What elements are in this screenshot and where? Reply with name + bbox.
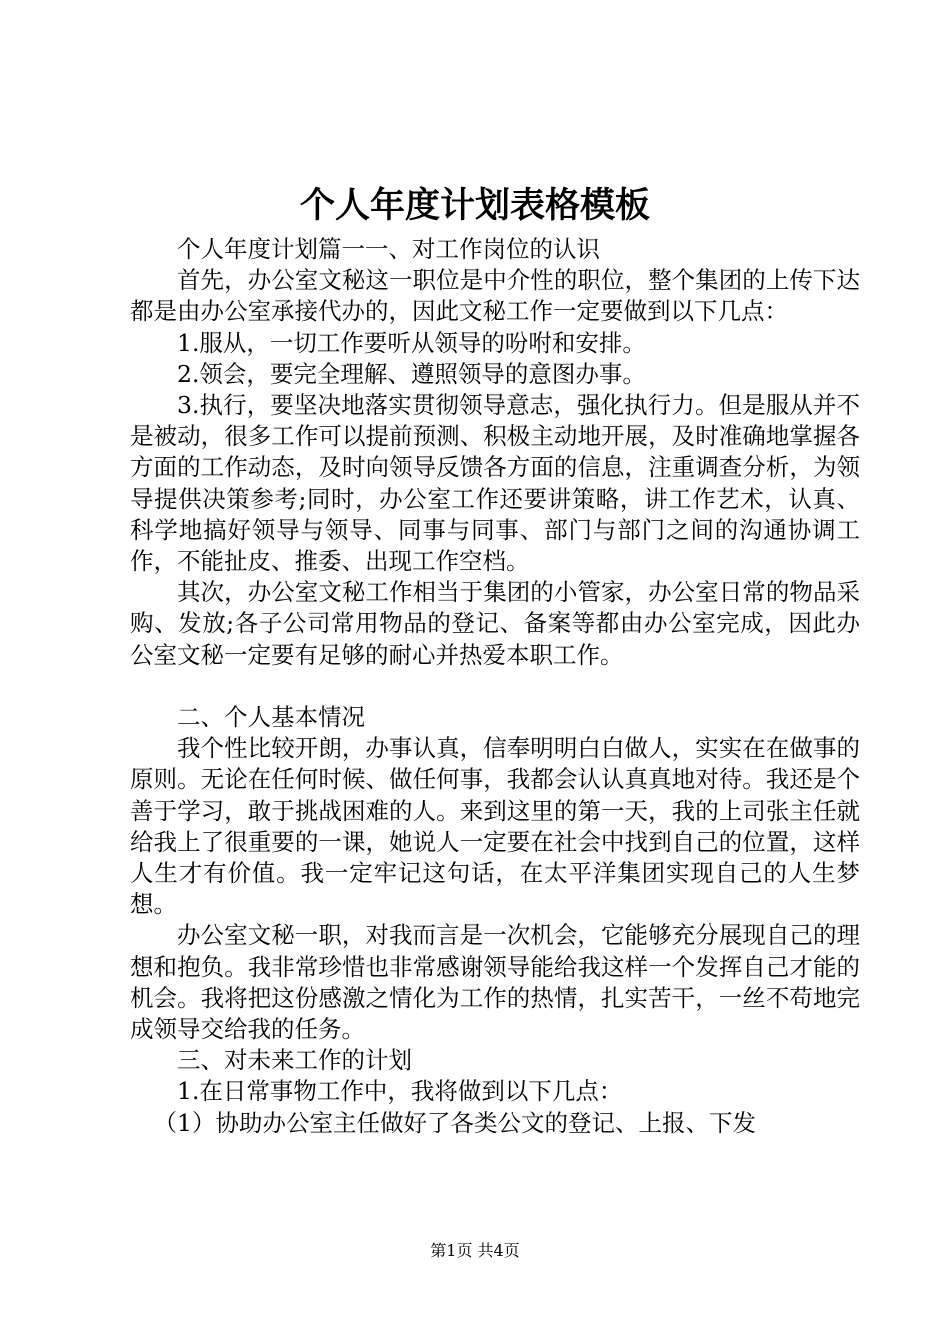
paragraph-second: 其次，办公室文秘工作相当于集团的小管家，办公室日常的物品采购、发放;各子公司常用物品的登记、备案等都由办公室完成，因此办公室文秘一定要有足够的耐心并热爱本职工作。 [130,578,860,669]
blank-line [130,671,860,702]
section-heading-basic-info: 二、个人基本情况 [177,703,365,732]
page-title: 个人年度计划表格模板 [299,185,650,226]
page-footer: 第1页 共4页 [430,1241,520,1260]
section-heading-future-plan: 三、对未来工作的计划 [177,1046,412,1075]
list-item-daily-work: 1.在日常事物工作中，我将做到以下几点： [177,1077,623,1106]
paragraph-first: 首先，办公室文秘这一职位是中介性的职位，整个集团的上传下达都是由办公室承接代办的，因此文秘工作一定要做到以下几点： [130,266,860,326]
paragraph-personality: 我个性比较开朗，办事认真，信奉明明白白做人，实实在在做事的原则。无论在任何时候、做任何事，我都会认认真真地对待。我还是个善于学习，敢于挑战困难的人。来到这里的第一天，我的上司张主任就给我上了很重要的一课，她说人一定要在社会中找到自己的位置，这样人生才有价值。我一定牢记这句话，在太平洋集团实现自己的人生梦想。 [130,734,860,919]
paragraph-intro-heading: 个人年度计划篇一一、对工作岗位的认识 [177,235,600,263]
list-item-understand: 2.领会，要完全理解、遵照领导的意图办事。 [177,359,646,388]
document-body [130,234,860,1139]
list-item-obey: 1.服从，一切工作要听从领导的吩咐和安排。 [177,328,646,357]
list-item-execute: 3.执行，要坚决地落实贯彻领导意志，强化执行力。但是服从并不是被动，很多工作可以提前预测、积极主动地开展，及时准确地掌握各方面的工作动态，及时向领导反馈各方面的信息，注重调查分析，为领导提供决策参考;同时，办公室工作还要讲策略，讲工作艺术，认真、科学地搞好领导与领导、同事与同事、部门与部门之间的沟通协调工作，不能扯皮、推委、出现工作空档。 [130,391,860,576]
list-item-sub-1: （1）协助办公室主任做好了各类公文的登记、上报、下发 [153,1108,756,1137]
paragraph-opportunity: 办公室文秘一职，对我而言是一次机会，它能够充分展现自己的理想和抱负。我非常珍惜也非常感谢领导能给我这样一个发挥自己才能的机会。我将把这份感激之情化为工作的热情，扎实苦干，一丝不苟地完成领导交给我的任务。 [130,921,860,1044]
